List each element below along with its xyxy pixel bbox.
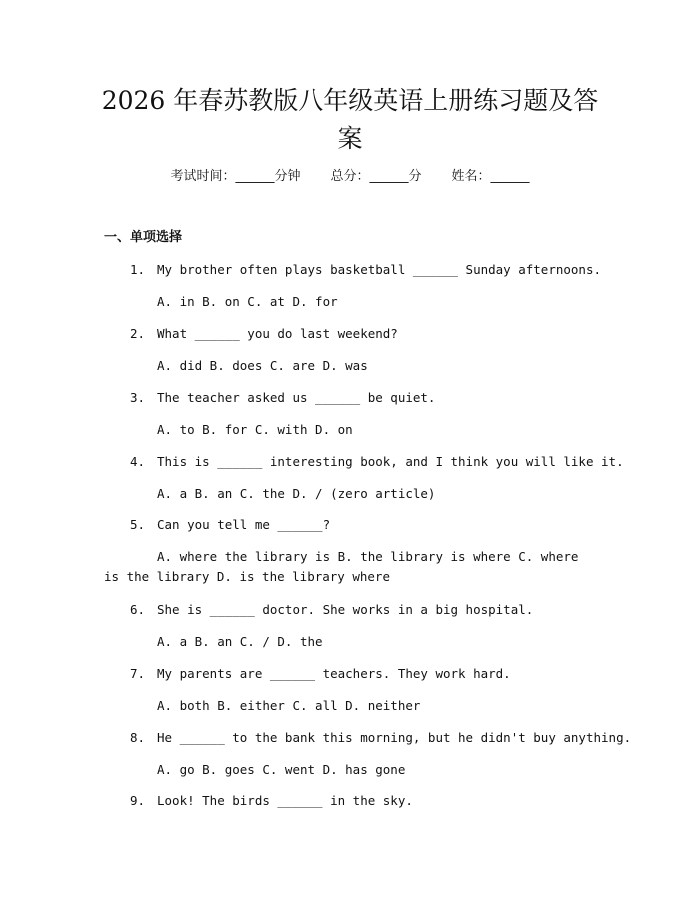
section-heading-single-choice: 一、单项选择 [104, 230, 183, 245]
question-7-options: A. both B. either C. all D. neither [157, 698, 421, 713]
student-name-label: 姓名：______ [451, 169, 530, 184]
question-2-options: A. did B. does C. are D. was [157, 358, 368, 373]
question-text: He ______ to the bank this morning, but he didn't buy anything. [157, 730, 632, 745]
question-9 [130, 792, 600, 810]
title-line-1: 2026 年春苏教版八年级英语上册练习题及答 [101, 86, 599, 115]
total-score-label: 总分：______分 [330, 169, 422, 184]
question-number: 1. [130, 262, 146, 277]
question-3 [130, 389, 600, 407]
question-number: 8. [130, 730, 146, 745]
question-4-options: A. a B. an C. the D. / (zero article) [157, 486, 436, 501]
title-line-2: 案 [337, 124, 363, 153]
question-number: 5. [130, 517, 146, 532]
question-8-options: A. go B. goes C. went D. has gone [157, 762, 406, 777]
question-text: My brother often plays basketball ______ Sunday afternoons. [157, 262, 602, 277]
question-5 [130, 516, 600, 534]
question-text: Look! The birds ______ in the sky. [157, 793, 413, 808]
question-text: My parents are ______ teachers. They work hard. [157, 666, 511, 681]
question-number: 6. [130, 602, 146, 617]
question-number: 7. [130, 666, 146, 681]
question-text: She is ______ doctor. She works in a big hospital. [157, 602, 534, 617]
question-6 [130, 601, 600, 619]
question-3-options: A. to B. for C. with D. on [157, 422, 353, 437]
question-number: 3. [130, 390, 146, 405]
question-number: 9. [130, 793, 146, 808]
page-title [90, 82, 610, 158]
question-2 [130, 325, 600, 343]
question-8 [130, 729, 632, 747]
question-1-options: A. in B. on C. at D. for [157, 294, 338, 309]
question-text: This is ______ interesting book, and I think you will like it. [157, 454, 624, 469]
question-number: 4. [130, 454, 146, 469]
exam-time-label: 考试时间：______分钟 [170, 169, 301, 184]
question-1 [130, 261, 600, 279]
question-4 [130, 453, 624, 471]
question-text: What ______ you do last weekend? [157, 326, 398, 341]
question-5-options: A. where the library is B. the library is where C. where is the library D. is the library where [104, 549, 579, 584]
question-number: 2. [130, 326, 146, 341]
question-6-options: A. a B. an C. / D. the [157, 634, 323, 649]
exam-meta [0, 168, 700, 186]
question-text: Can you tell me ______? [157, 517, 331, 532]
question-text: The teacher asked us ______ be quiet. [157, 390, 436, 405]
question-7 [130, 665, 600, 683]
